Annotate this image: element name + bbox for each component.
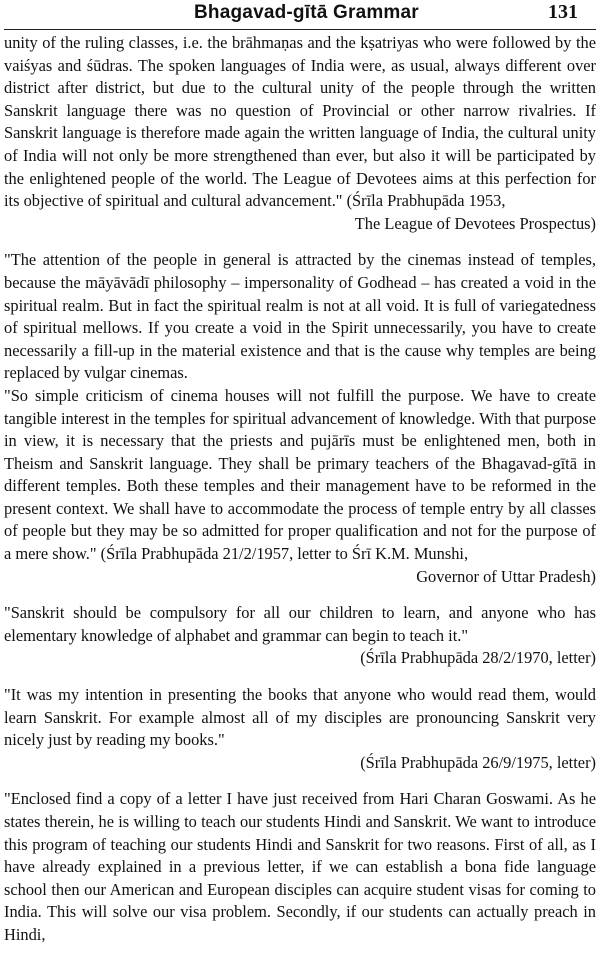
running-title: Bhagavad-gītā Grammar [194,2,419,23]
paragraph: "The attention of the people in general is attracted by the cinemas instead of temples, because the māyāvādī philosophy – impersonality of Godhead – has created a void in the spiritual realm. But in fact the spiritual realm is not at all void. It is full of variegatedness of spiritual mellows. If you create a void in the Spirit unnecessarily, you have to create necessarily a fill-up in the material existence and that is the cause why temples are being replaced by vulgar cinemas. [4,250,596,383]
paragraph: unity of the ruling classes, i.e. the brāhmaṇas and the kṣatriyas who were followed by the vaiśyas and śūdras. The spoken languages of India were, as usual, always different over district after district, but due to the cultural unity of the people through the written Sanskrit language there was no question of Provincial or other narrow rivalries. If Sanskrit language is therefore made again the written language of India, the cultural unity of India will not only be more strengthened than ever, but also it will be participated by the enlightened people of the world. The League of Devotees aims at this perfection for its objective of spiritual and cultural advancement." (Śrīla Prabhupāda 1953, [4,33,596,211]
attribution: The League of Devotees Prospectus) [354,213,596,233]
paragraph: "Sanskrit should be compulsory for all our children to learn, and anyone who has elementary knowledge of alphabet and grammar can begin to teach it." [4,603,596,645]
paragraph: "It was my intention in presenting the books that anyone who would read them, would learn Sanskrit. For example almost all of my disciples are pronouncing Sanskrit very nicely just by reading my books." [4,685,596,750]
paragraph: "So simple criticism of cinema houses will not fulfill the purpose. We have to create tangible interest in the temples for spiritual advancement of knowledge. With that purpose in view, it is necessary that the priests and pujārīs must be enlightened men, both in Theism and Sanskrit language. They shall be primary teachers of the Bhagavad-gītā in different temples. Both these temples and their management have to be reformed in the present context. We shall have to accommodate the process of temple entry by all classes of people but they may be so admitted for proper qualification and not for the purpose of a mere show." (Śrīla Prabhupāda 21/2/1957, letter to Śrī K.M. Munshi, [4,385,596,564]
page-number: 131 [548,1,578,23]
attribution: Governor of Uttar Pradesh) [416,566,596,586]
paragraph: "Enclosed find a copy of a letter I have just received from Hari Charan Goswami. As he states therein, he is willing to teach our students Hindi and Sanskrit. We want to introduce this program of teaching our students Hindi and Sanskrit for two reasons. First of all, as I have already explained in a previous letter, if we can establish a bona fide language school then our American and European disciples can acquire student visas for coming to India. This will solve our visa problem. Secondly, if our students can actually preach in Hindi, [4,789,596,944]
attribution: (Śrīla Prabhupāda 26/9/1975, letter) [360,752,596,772]
page-body [4,30,596,947]
attribution: (Śrīla Prabhupāda 28/2/1970, letter) [360,648,596,668]
running-header [4,0,596,30]
